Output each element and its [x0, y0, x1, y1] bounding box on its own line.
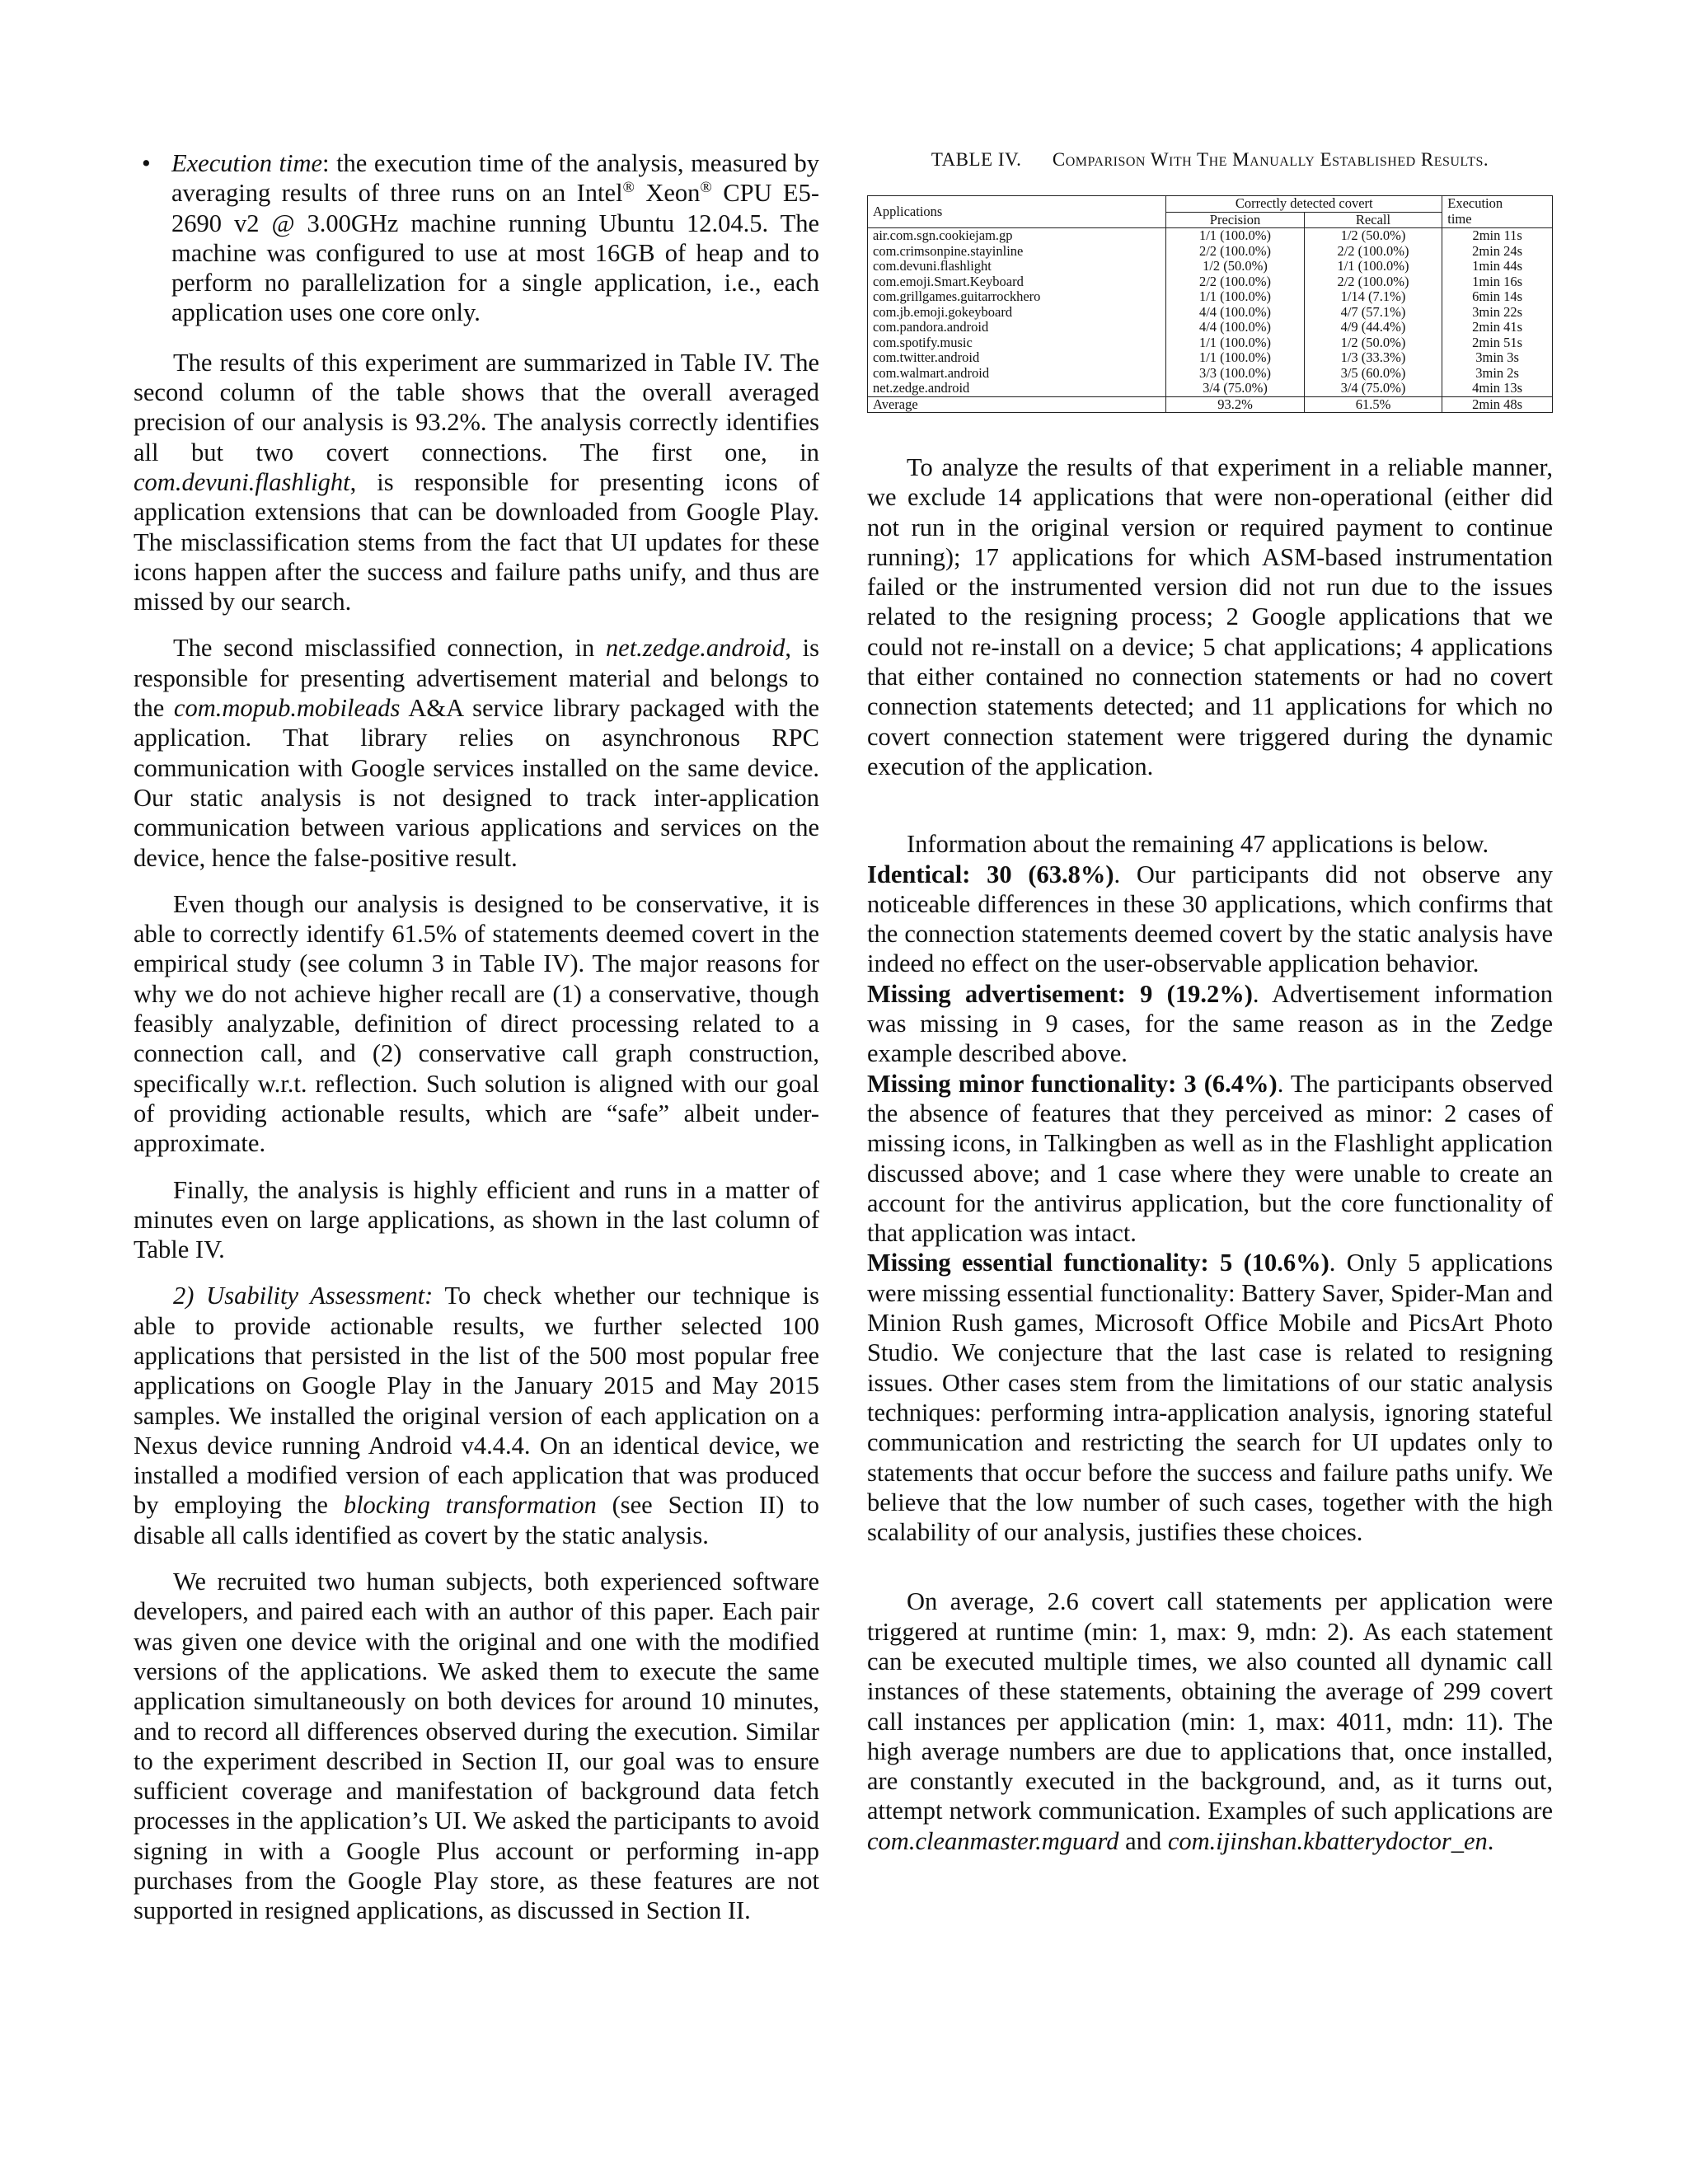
text-run: and [1118, 1826, 1168, 1855]
header-correctly-detected: Correctly detected covert [1166, 196, 1442, 213]
table-row [868, 228, 1553, 244]
cell-precision: 1/1 (100.0%) [1166, 289, 1305, 305]
right-column [867, 148, 1553, 1872]
table-row [868, 244, 1553, 260]
header-recall: Recall [1304, 212, 1442, 228]
paragraph-usability [134, 1281, 819, 1550]
text-run: On average, 2.6 covert call statements per application were triggered at runtime (min: 1, max: 9, mdn: 2). As each statement can be executed multiple times, we also counted all dynamic call instances of these statements, obtaining the average of 299 covert call instances per application (min: 1, max: 4011, mdn: 11). The high average numbers are due to applications that, once installed, are constantly executed in the background, and, as it turns out, attempt network communication. Examples of such applications are [867, 1587, 1553, 1825]
cell-recall: 61.5% [1304, 396, 1442, 413]
text-run: . Our participants did not observe any noticeable differences in these 30 applications, which confirms that the connection statements deemed covert by the static analysis have indeed no effect on the user-observable application behavior. [867, 860, 1553, 978]
cell-time: 2min 11s [1442, 228, 1553, 244]
cell-recall: 4/7 (57.1%) [1304, 305, 1442, 321]
bullet-icon: • [142, 149, 151, 177]
table-row [868, 350, 1553, 366]
text-run: . Only 5 applications were missing essential functionality: Battery Saver, Spider-Man and Minion Rush games, Microsoft Office Mobile and PicsArt Photo Studio. We conjecture that the last case is related to resigning issues. Other cases stem from the limitations of our static analysis techniques: performing intra-application analysis, ignoring stateful communication and restricting the search for UI updates only to statements that occur before the success and failure paths unify. We believe that the low number of such cases, together with the high scalability of our analysis, justifies these choices. [867, 1249, 1553, 1547]
cell-time: 2min 48s [1442, 396, 1553, 413]
bullet-text-b: Xeon [634, 179, 701, 208]
text-run: A&A service library packaged with the application. That library relies on asynchronous RPC communication with Google services installed on the same device. Our static analysis is not designed to track inter-application communication between various applications and services on the device, hence the false-positive result. [134, 694, 819, 872]
paragraph-results-summary [134, 348, 819, 617]
header-execution: Execution [1442, 196, 1553, 213]
paragraph-exclusions: To analyze the results of that experiment in a reliable manner, we exclude 14 applications that were non-operational (either did not run in the original version or required payment to continue running); 17 applications for which ASM-based instrumentation failed or the instrumented version did not run due to the issues related to the resigning process; 2 Google applications that we could not re-install on a device; 5 chat applications; 4 applications that either contained no connection statements or had no covert connection statements detected; and 11 applications for which no covert connection statement were triggered during the dynamic execution of the application. [867, 453, 1553, 780]
cell-app: com.pandora.android [868, 320, 1166, 335]
table-row [868, 289, 1553, 305]
cell-precision: 1/2 (50.0%) [1166, 259, 1305, 274]
header-time: time [1442, 212, 1553, 228]
registered-mark: ® [622, 179, 635, 197]
cell-time: 3min 2s [1442, 366, 1553, 382]
bullet-text-c: CPU E5-2690 v2 @ 3.00GHz machine running Ubuntu 12.04.5. The machine was configured to use at most 16GB of heap and to perform no parallelization for a single application, i.e., each application uses one core only. [171, 179, 819, 327]
paragraph-remaining: Information about the remaining 47 applications is below. [907, 830, 1489, 859]
results-table [867, 195, 1553, 413]
cell-app: Average [868, 396, 1166, 413]
package-name: com.cleanmaster.mguard [867, 1826, 1119, 1855]
cell-time: 1min 16s [1442, 274, 1553, 290]
text-run: , is responsible for presenting icons of application extensions that can be downloaded from Google Play. The misclassification stems from the fact that UI updates for these icons happen after the success and failure paths unify, and thus are missed by our search. [134, 467, 819, 616]
bullet-label: Execution time [171, 149, 323, 177]
emphasis: blocking transformation [343, 1491, 597, 1520]
cell-recall: 1/2 (50.0%) [1304, 228, 1442, 244]
package-name: com.ijinshan.kbatterydoctor_en [1167, 1826, 1488, 1855]
cell-precision: 1/1 (100.0%) [1166, 228, 1305, 244]
spacer [867, 413, 1553, 452]
paragraph-second-misclassified [134, 633, 819, 872]
cell-time: 3min 3s [1442, 350, 1553, 366]
cell-app: com.walmart.android [868, 366, 1166, 382]
text-run: (see Section II) to disable all calls identified as covert by the static analysis. [134, 1491, 819, 1549]
text-run: The second misclassified connection, in [173, 634, 606, 663]
table-row [868, 274, 1553, 290]
category-label: Missing essential functionality: 5 (10.6%) [867, 1249, 1329, 1277]
execution-time-bullet [134, 148, 819, 328]
table-title: Comparison With The Manually Established Results. [1052, 149, 1489, 170]
table-label: TABLE IV. [931, 149, 1022, 170]
cell-precision: 4/4 (100.0%) [1166, 305, 1305, 321]
text-run: The results of this experiment are summarized in Table IV. The second column of the table shows that the overall averaged precision of our analysis is 93.2%. The analysis correctly identifies all but two covert connections. The first one, in [134, 348, 819, 466]
cell-precision: 3/4 (75.0%) [1166, 381, 1305, 396]
paragraph-recall: Even though our analysis is designed to be conservative, it is able to correctly identify 61.5% of statements deemed covert in the empirical study (see column 3 in Table IV). The major reasons for why we do not achieve higher recall are (1) a conservative, though feasibly analyzable, definition of direct processing related to a connection call, and (2) conservative call graph construction, specifically w.r.t. reflection. Such solution is aligned with our goal of providing actionable results, which are “safe” albeit under-approximate. [134, 889, 819, 1158]
cell-time: 2min 41s [1442, 320, 1553, 335]
cell-app: com.crimsonpine.stayinline [868, 244, 1166, 260]
text-run: To check whether our technique is able to provide actionable results, we further selected 100 applications that persisted in the list of the 500 most popular free applications on Google Play in the January 2015 and May 2015 samples. We installed the original version of each application on a Nexus device running Android v4.4.4. On an identical device, we installed a modified version of each application that was produced by employing the [134, 1282, 819, 1520]
cell-time: 3min 22s [1442, 305, 1553, 321]
cell-recall: 1/2 (50.0%) [1304, 335, 1442, 351]
category-label: Identical: 30 (63.8%) [867, 860, 1114, 888]
cell-app: com.twitter.android [868, 350, 1166, 366]
paragraph-human-subjects: We recruited two human subjects, both experienced software developers, and paired each with an author of this paper. Each pair was given one device with the original and one with the modified versions of the applications. We asked them to execute the same application simultaneously on both devices for around 10 minutes, and to record all differences observed during the execution. Similar to the experiment described in Section II, our goal was to ensure sufficient coverage and manifestation of background data fetch processes in the application’s UI. We asked the participants to avoid signing in with a Google Plus account or performing in-app purchases from the Google Play store, as these features are not supported in resigned applications, as discussed in Section II. [134, 1568, 819, 1925]
table-caption [867, 148, 1553, 171]
spacer [867, 798, 1553, 829]
cell-precision: 1/1 (100.0%) [1166, 350, 1305, 366]
table-average-row [868, 396, 1553, 413]
cell-app: com.devuni.flashlight [868, 259, 1166, 274]
paragraph-efficiency: Finally, the analysis is highly efficient and runs in a matter of minutes even on large applications, as shown in the last column of Table IV. [134, 1175, 819, 1264]
cell-time: 1min 44s [1442, 259, 1553, 274]
cell-precision: 3/3 (100.0%) [1166, 366, 1305, 382]
cell-recall: 1/3 (33.3%) [1304, 350, 1442, 366]
category-label: Missing minor functionality: 3 (6.4%) [867, 1069, 1278, 1098]
cell-recall: 2/2 (100.0%) [1304, 244, 1442, 260]
header-precision: Precision [1166, 212, 1305, 228]
cell-precision: 2/2 (100.0%) [1166, 244, 1305, 260]
table-row [868, 335, 1553, 351]
category-label: Missing advertisement: 9 (19.2%) [867, 979, 1253, 1008]
package-name: com.mopub.mobileads [173, 694, 401, 723]
table-row [868, 259, 1553, 274]
table-row [868, 366, 1553, 382]
text-run: , is responsible for presenting advertisement material and belongs to the [134, 634, 819, 723]
paragraph-identical [867, 860, 1553, 979]
cell-recall: 3/5 (60.0%) [1304, 366, 1442, 382]
spacer [867, 1563, 1553, 1586]
cell-recall: 1/14 (7.1%) [1304, 289, 1442, 305]
cell-recall: 4/9 (44.4%) [1304, 320, 1442, 335]
subsection-heading: 2) Usability Assessment: [173, 1282, 434, 1310]
cell-precision: 4/4 (100.0%) [1166, 320, 1305, 335]
table-row [868, 381, 1553, 396]
left-column [134, 148, 819, 1943]
cell-recall: 2/2 (100.0%) [1304, 274, 1442, 290]
cell-precision: 93.2% [1166, 396, 1305, 413]
cell-app: com.spotify.music [868, 335, 1166, 351]
registered-mark: ® [700, 179, 712, 197]
cell-precision: 2/2 (100.0%) [1166, 274, 1305, 290]
table-row [868, 305, 1553, 321]
text-run: . The participants observed the absence of features that they perceived as minor: 2 cases of missing icons, in Talkingben as well as in the Flashlight application discussed above; and 1 case where they were unable to create an account for the antivirus application, but the core functionality of that application was intact. [867, 1069, 1553, 1248]
text-run: . [1487, 1826, 1494, 1855]
package-name: com.devuni.flashlight [134, 467, 350, 496]
text-run: . Advertisement information was missing in 9 cases, for the same reason as in the Zedge example described above. [867, 979, 1554, 1068]
cell-time: 2min 51s [1442, 335, 1553, 351]
cell-app: com.emoji.Smart.Keyboard [868, 274, 1166, 290]
table-header-row [868, 196, 1553, 213]
cell-app: net.zedge.android [868, 381, 1166, 396]
cell-app: com.grillgames.guitarrockhero [868, 289, 1166, 305]
cell-precision: 1/1 (100.0%) [1166, 335, 1305, 351]
paragraph-averages [867, 1586, 1553, 1856]
cell-time: 6min 14s [1442, 289, 1553, 305]
cell-time: 2min 24s [1442, 244, 1553, 260]
cell-app: air.com.sgn.cookiejam.gp [868, 228, 1166, 244]
cell-recall: 1/1 (100.0%) [1304, 259, 1442, 274]
paragraph-missing-minor [867, 1069, 1553, 1249]
header-applications: Applications [868, 196, 1166, 228]
table-body [868, 228, 1553, 413]
package-name: net.zedge.android [605, 634, 785, 663]
paragraph-missing-advertisement [867, 979, 1553, 1069]
table-row [868, 320, 1553, 335]
bullet-text-a: : the execution time of the analysis, measured by averaging results of three runs on an Intel [171, 149, 820, 208]
cell-time: 4min 13s [1442, 381, 1553, 396]
paragraph-missing-essential [867, 1248, 1553, 1547]
cell-app: com.jb.emoji.gokeyboard [868, 305, 1166, 321]
cell-recall: 3/4 (75.0%) [1304, 381, 1442, 396]
